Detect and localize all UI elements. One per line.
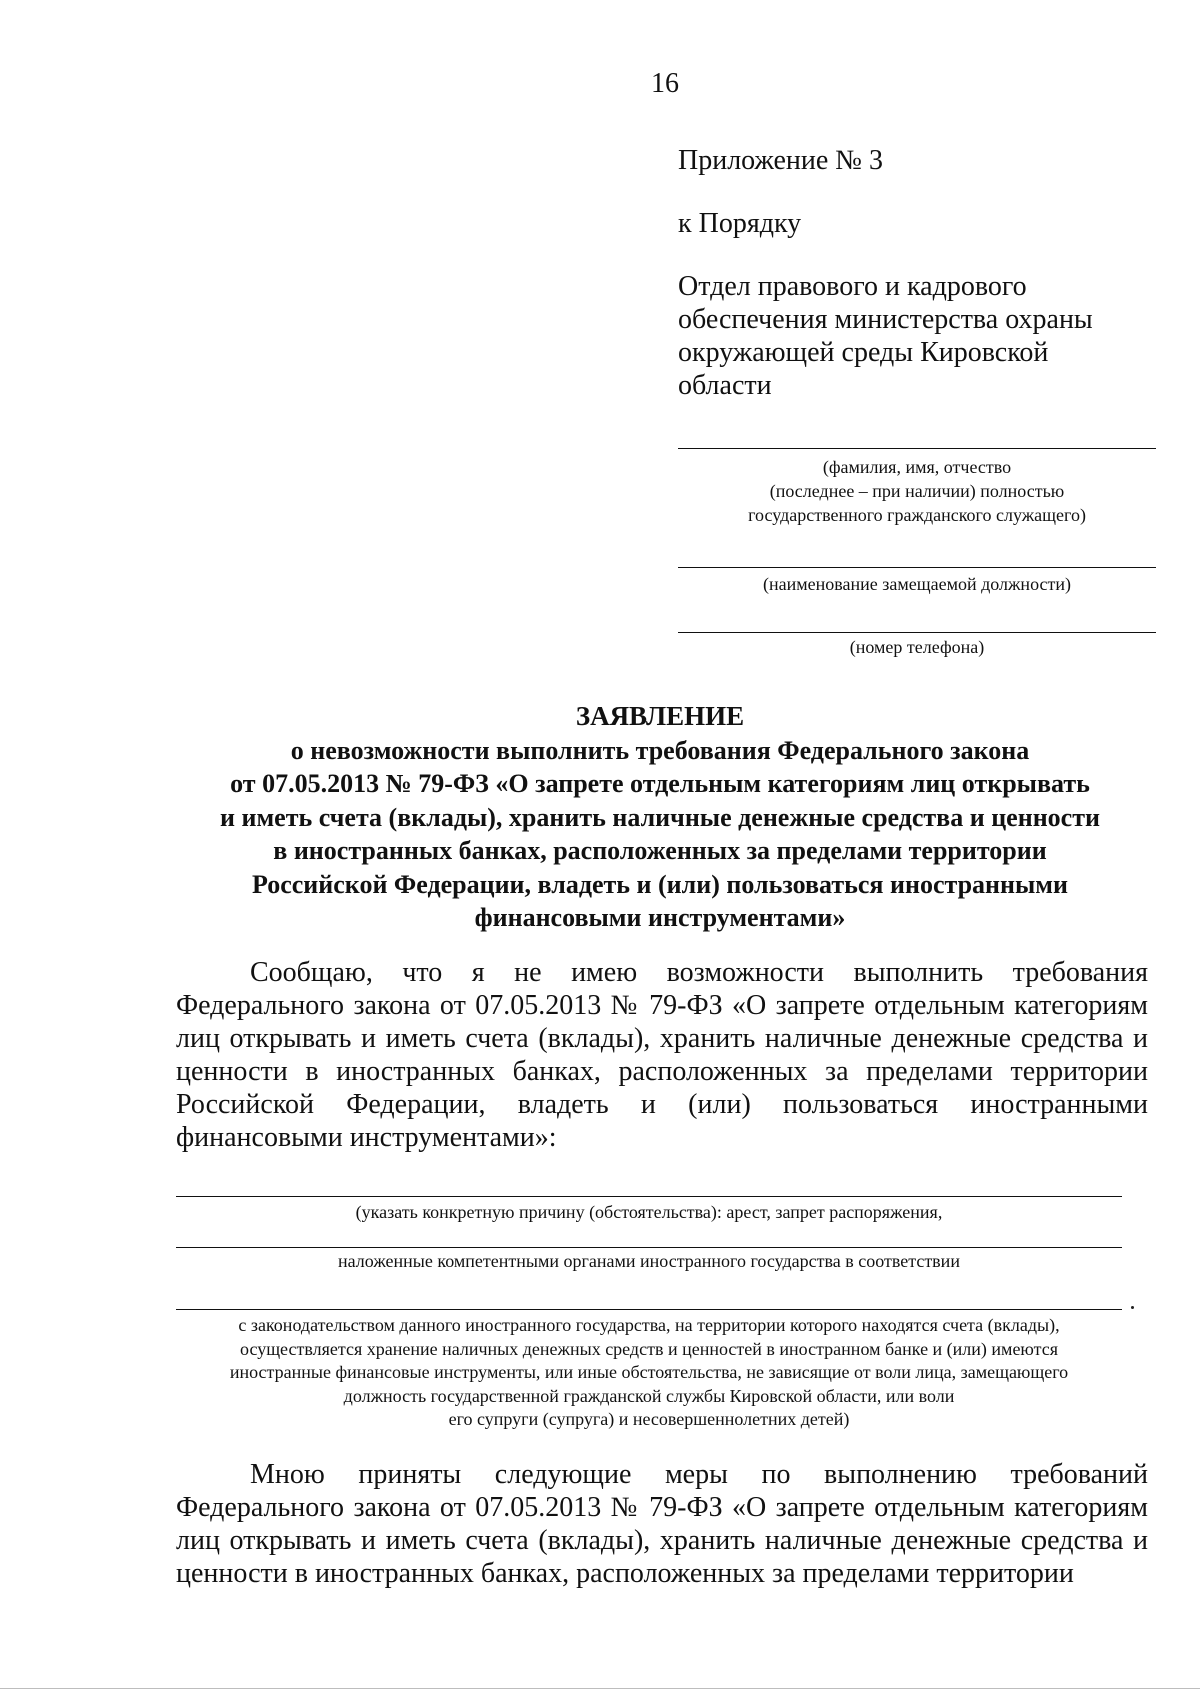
title-line: от 07.05.2013 № 79-ФЗ «О запрете отдельным категориям лиц открывать xyxy=(230,769,1090,798)
caption-line: должность государственной гражданской службы Кировской области, или воли xyxy=(343,1385,955,1406)
department-line: Отдел правового и кадрового xyxy=(678,271,1027,302)
title-line: финансовыми инструментами» xyxy=(474,903,846,932)
title-line: в иностранных банках, расположенных за пределами территории xyxy=(273,836,1047,865)
caption-line: иностранные финансовые инструменты, или иные обстоятельства, не зависящие от воли лица, замещающего xyxy=(229,1362,1069,1382)
addressee-block xyxy=(678,140,1156,659)
full-name-caption xyxy=(678,455,1156,527)
title-line: о невозможности выполнить требования Федерального закона xyxy=(290,735,1030,765)
order-reference: к Порядку xyxy=(678,208,802,239)
department-line: окружающей среды Кировской xyxy=(678,337,1049,368)
statement-text: Сообщаю, что я не имею возможности выполнить требования Федерального закона от 07.05.2013 № 79-ФЗ «О запрете отдельным категориям лиц открывать и иметь счета (вклады), хранить наличные денежные средства и ценности в иностранных банках, расположенных за пределами территории Российской Федерации, владеть и (или) пользоваться иностранными финансовыми инструментами»: xyxy=(176,957,1148,1153)
reason-caption-1: (указать конкретную причину (обстоятельства): арест, запрет распоряжения, xyxy=(355,1202,943,1222)
reason-fields xyxy=(176,1196,1122,1432)
reason-field-line-1[interactable] xyxy=(176,1196,1122,1197)
phone-caption xyxy=(678,635,1156,659)
caption-line: осуществляется хранение наличных денежных средств и ценностей в иностранном банке и (или) имеются xyxy=(240,1338,1058,1359)
measures-paragraph xyxy=(176,1458,1148,1590)
reason-caption-3 xyxy=(176,1314,1122,1432)
caption-line: с законодательством данного иностранного государства, на территории которого находятся счета (вклады), xyxy=(238,1315,1060,1335)
department-line: области xyxy=(678,370,772,401)
title-main: ЗАЯВЛЕНИЕ xyxy=(575,701,745,731)
statement-paragraph xyxy=(176,956,1148,1154)
caption-line: (последнее – при наличии) полностью xyxy=(769,481,1065,501)
full-name-field-line[interactable] xyxy=(678,448,1156,449)
caption-line: (наименование замещаемой должности) xyxy=(762,574,1071,594)
appendix-label: Приложение № 3 xyxy=(678,145,883,176)
department-line: обеспечения министерства охраны xyxy=(678,304,1093,335)
department-name xyxy=(678,270,1156,402)
document-title xyxy=(160,700,1160,935)
measures-text: Мною приняты следующие меры по выполнению требований Федерального закона от 07.05.2013 № 79-ФЗ «О запрете отдельным категориям лиц открывать и иметь счета (вклады), хранить наличные денежные средства и ценности в иностранных банках, расположенных за пределами территории xyxy=(176,1459,1148,1589)
position-caption xyxy=(678,572,1156,596)
position-field-line[interactable] xyxy=(678,567,1156,568)
title-line: Российской Федерации, владеть и (или) пользоваться иностранными xyxy=(251,869,1069,899)
reason-field-line-2[interactable] xyxy=(176,1247,1122,1248)
scan-dot-mark xyxy=(1131,1306,1134,1309)
phone-field-line[interactable] xyxy=(678,632,1156,633)
page-bottom-edge xyxy=(0,1688,1200,1689)
caption-line: государственного гражданского служащего) xyxy=(748,505,1086,525)
reason-field-line-3[interactable] xyxy=(176,1309,1122,1310)
caption-line: (фамилия, имя, отчество xyxy=(822,457,1012,477)
caption-line: (номер телефона) xyxy=(849,637,985,657)
reason-caption-2: наложенные компетентными органами иностранного государства в соответствии xyxy=(338,1250,960,1271)
caption-line: его супруги (супруга) и несовершеннолетних детей) xyxy=(448,1409,850,1429)
title-line: и иметь счета (вклады), хранить наличные денежные средства и ценности xyxy=(220,802,1100,832)
page-number: 16 xyxy=(651,68,679,99)
